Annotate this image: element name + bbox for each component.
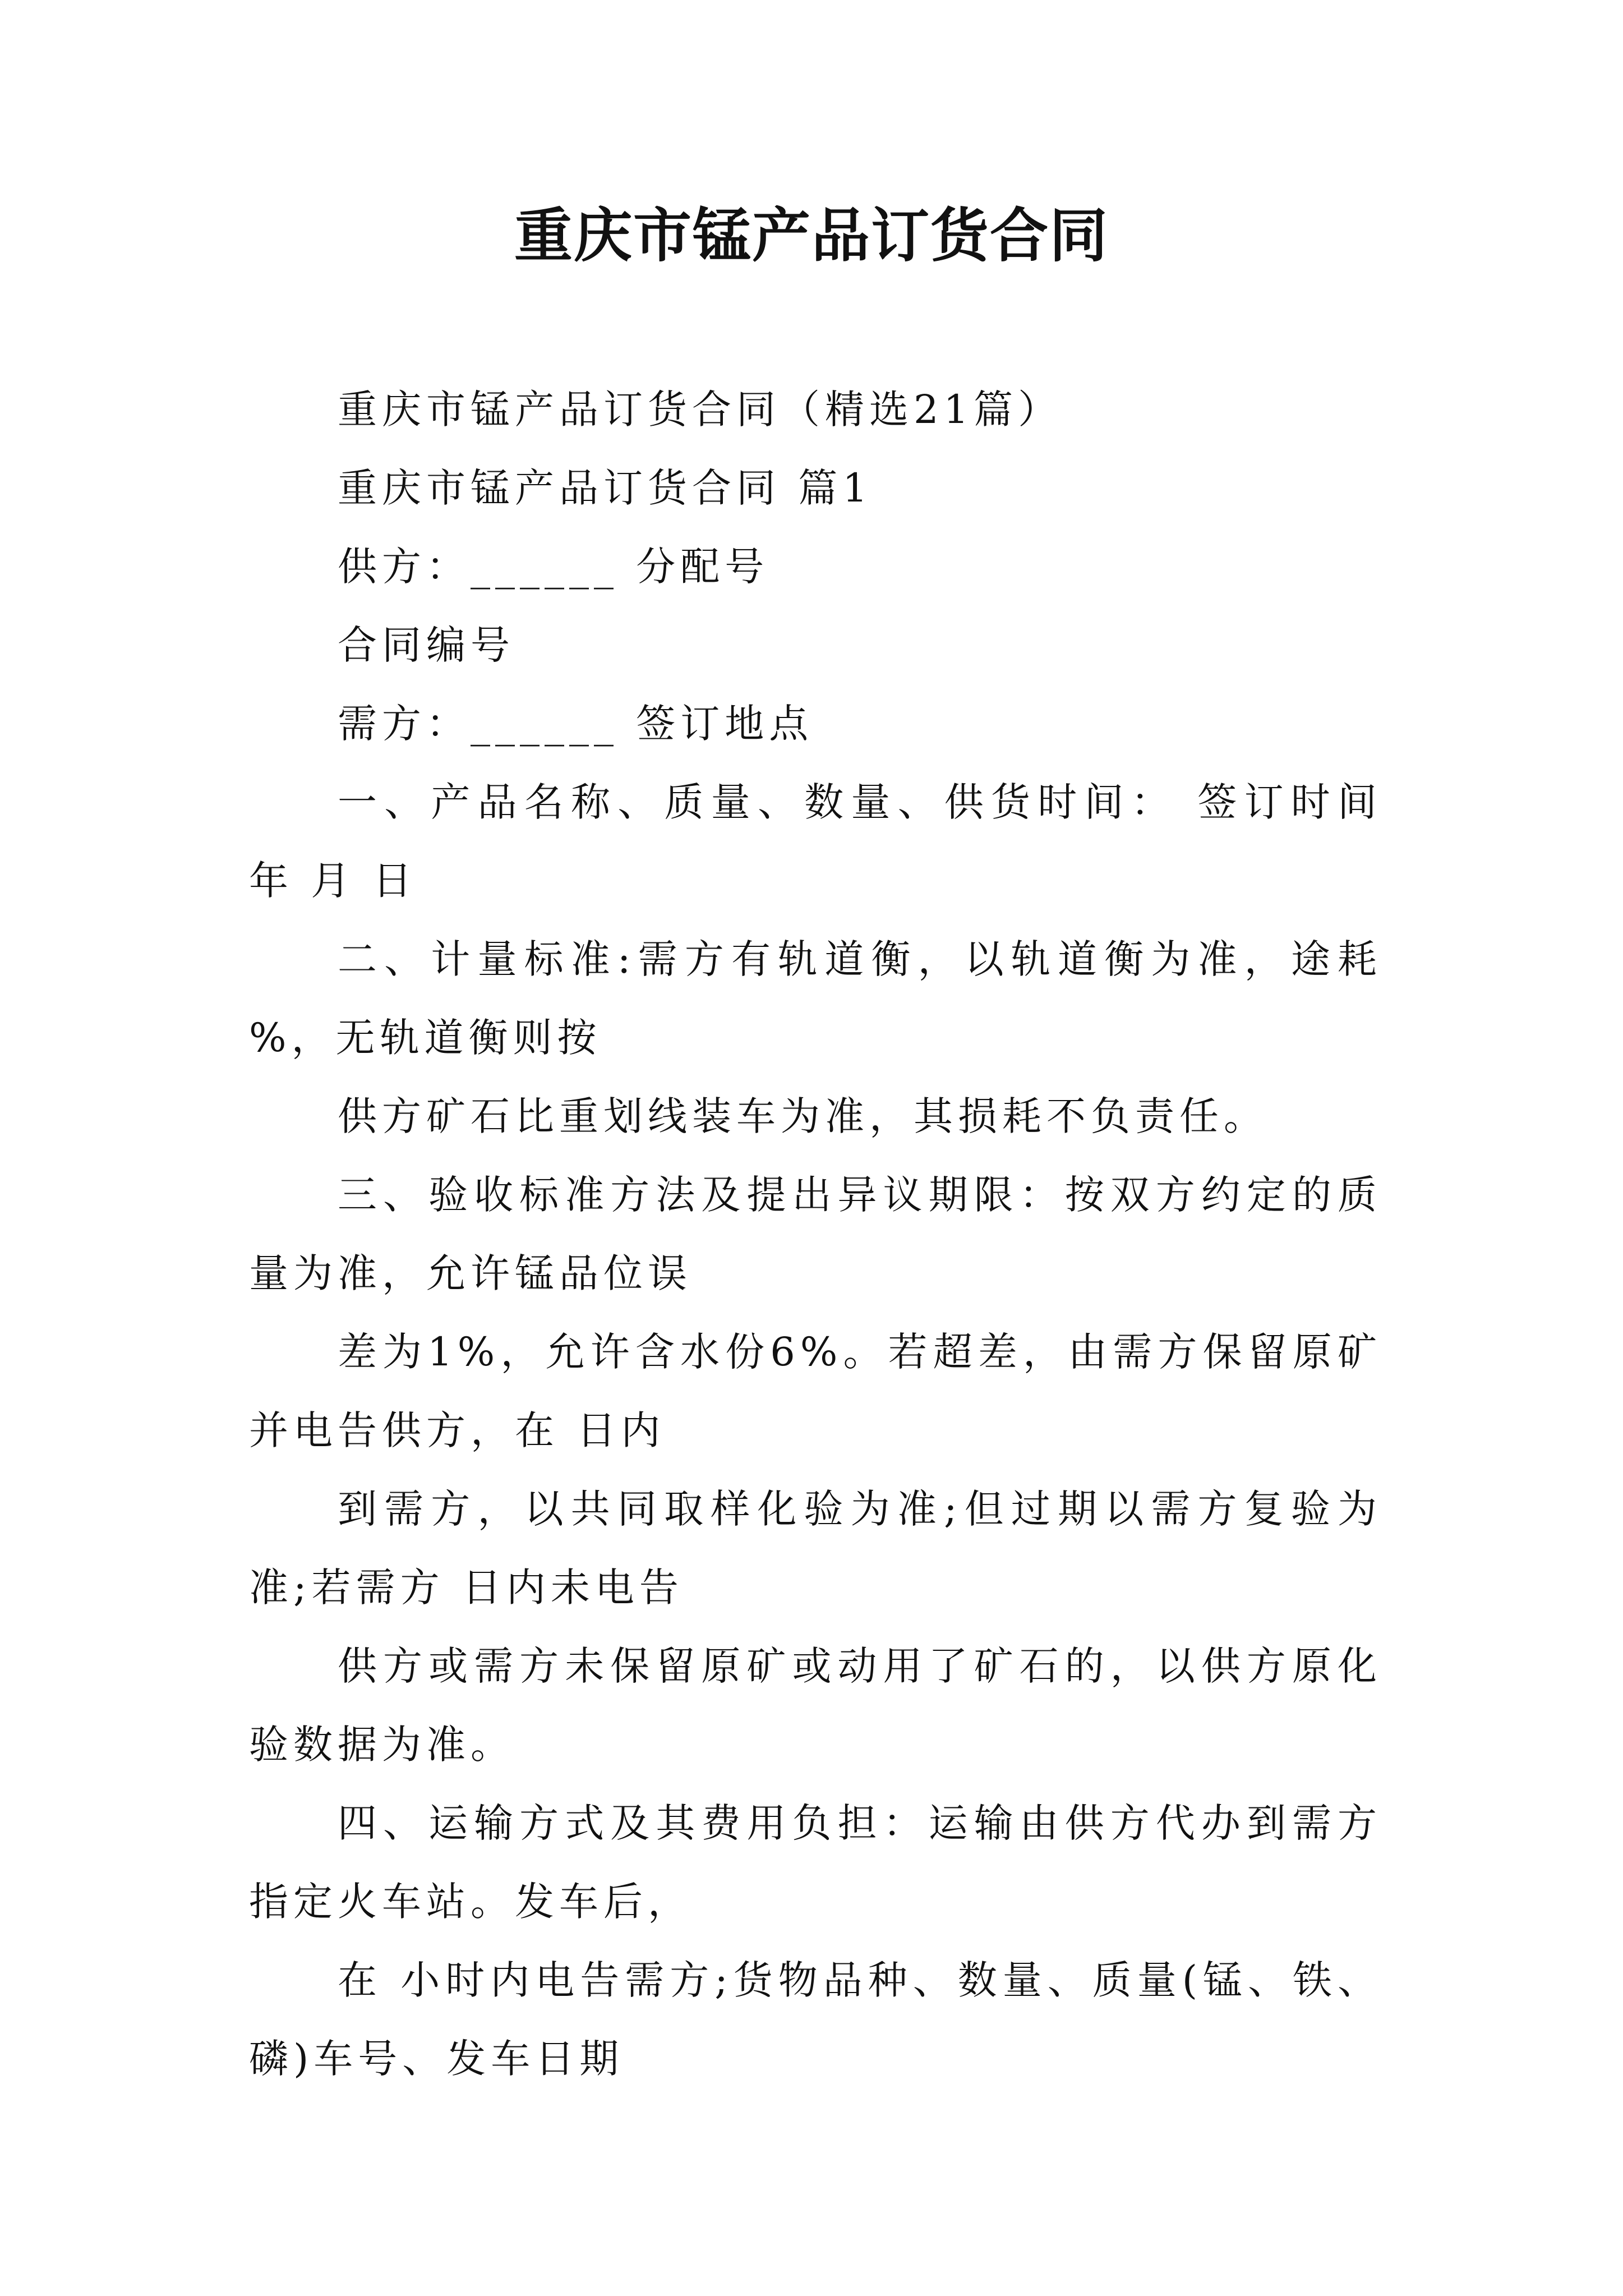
paragraph-clause-4: 四、运输方式及其费用负担：运输由供方代办到需方指定火车站。发车后， [249, 1800, 1382, 1925]
paragraph-clause-3-cont-1: 差为1%，允许含水份6%。若超差，由需方保留原矿并电告供方，在 日内 [249, 1329, 1382, 1453]
paragraph-clause-1: 一、产品名称、质量、数量、供货时间： 签订时间 年 月 日 [249, 779, 1400, 904]
paragraph-collection-title: 重庆市锰产品订货合同（精选21篇） [338, 386, 1063, 432]
paragraph-clause-2-cont: 供方矿石比重划线装车为准，其损耗不负责任。 [338, 1093, 1268, 1139]
paragraph-section-heading: 重庆市锰产品订货合同 篇1 [338, 465, 873, 511]
paragraph-clause-3-cont-3: 供方或需方未保留原矿或动用了矿石的，以供方原化验数据为准。 [249, 1643, 1382, 1768]
paragraph-clause-4-cont: 在 小时内电告需方;货物品种、数量、质量(锰、铁、磷)车号、发车日期 [249, 1957, 1382, 2082]
paragraph-clause-3: 三、验收标准方法及提出异议期限：按双方约定的质量为准，允许锰品位误 [249, 1172, 1382, 1296]
paragraph-clause-3-cont-2: 到需方，以共同取样化验为准;但过期以需方复验为准;若需方 日内未电告 [249, 1486, 1382, 1611]
paragraph-contract-number: 合同编号 [338, 622, 515, 668]
document-body [249, 370, 1400, 2098]
paragraph-supplier: 供方：______ 分配号 [338, 544, 769, 590]
paragraph-buyer: 需方：______ 签订地点 [338, 701, 814, 747]
document-title: 重庆市锰产品订货合同 [514, 201, 1109, 270]
paragraph-clause-2: 二、计量标准:需方有轨道衡，以轨道衡为准，途耗 %，无轨道衡则按 [249, 936, 1400, 1061]
